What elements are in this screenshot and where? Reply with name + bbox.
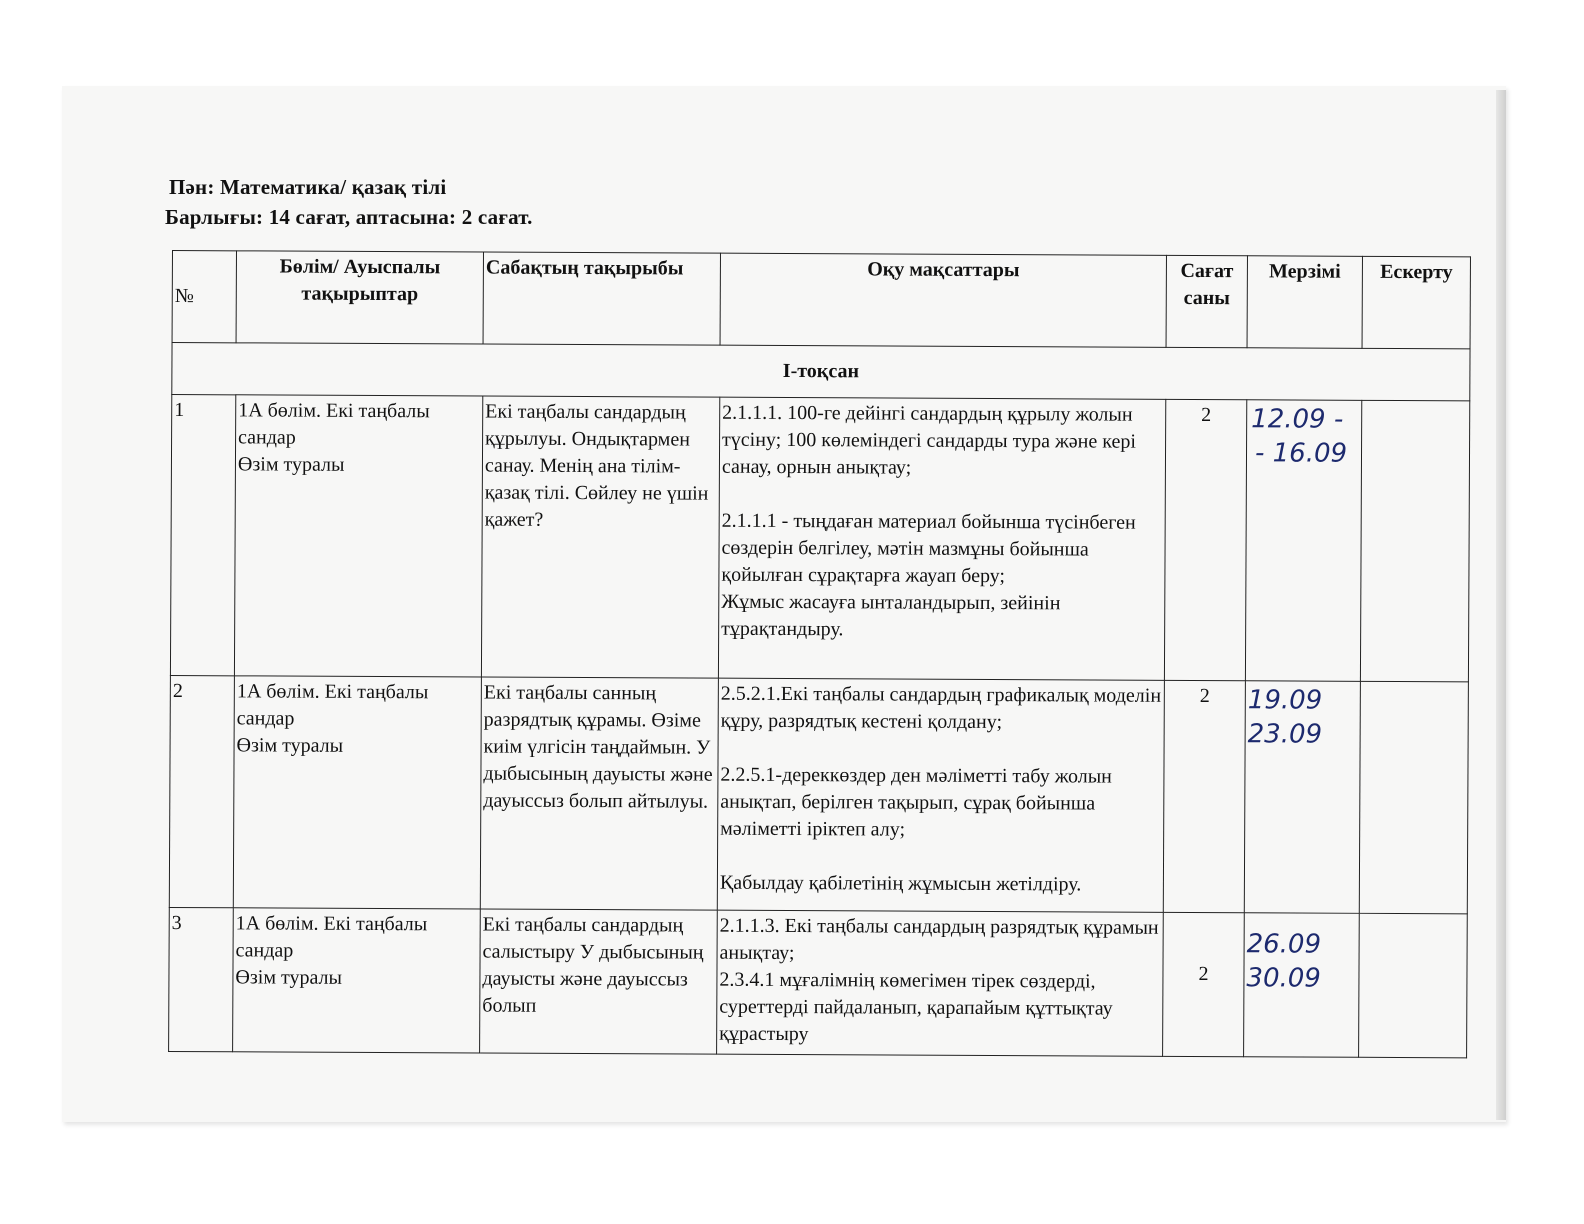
row-section xyxy=(233,908,481,1053)
goal-line: 2.1.1.1 - тыңдаған материал бойынша түсінбеген сөздерін белгілеу, мәтін мазмұны бойынша қойылған сұрақтарға жауап беру; xyxy=(721,509,1136,588)
document-header xyxy=(165,172,533,232)
col-header-note: Ескерту xyxy=(1362,256,1470,349)
row-hours: 2 xyxy=(1164,399,1246,680)
row-section xyxy=(233,676,481,909)
date-line: 23.09 xyxy=(1247,719,1323,750)
row-goals xyxy=(718,397,1165,680)
row-date-handwritten xyxy=(1245,400,1361,682)
col-header-hours: Сағат саны xyxy=(1166,255,1247,347)
goal-line: 2.1.1.1. 100-ге дейінгі сандардың құрылу жолын түсіну; 100 көлеміндегі сандарды тура және кері санау, орнын анықтау; xyxy=(721,401,1136,479)
table-row xyxy=(169,907,1468,1057)
row-number: 2 xyxy=(169,675,234,907)
section-line: Өзім туралы xyxy=(236,734,344,757)
goal-line: 2.2.5.1-дереккөздер ден мәліметті табу жолын анықтап, берілген тақырып, сұрақ бойынша мәліметті іріктеп алу; xyxy=(720,763,1112,841)
section-line: Өзім туралы xyxy=(235,966,343,989)
row-topic: Екі таңбалы санның разрядтық құрамы. Өзіме киім үлгісін таңдаймын. У дыбысының дауысты және дауыссыз болып айтылуы. xyxy=(480,677,718,910)
goal-line: 2.5.2.1.Екі таңбалы сандардың графикалық моделін құру, разрядтық кестені қолдану; xyxy=(720,682,1162,734)
row-hours: 2 xyxy=(1163,912,1245,1056)
goal-line: 2.1.1.3. Екі таңбалы сандардың разрядтық құрамын анықтау; xyxy=(719,914,1159,965)
row-topic: Екі таңбалы сандардың құрылуы. Ондықтармен санау. Менің ана тілім-қазақ тілі. Сөйлеу не үшін қажет? xyxy=(481,396,719,678)
section-line: 1А бөлім. Екі таңбалы сандар xyxy=(235,912,428,962)
goal-line: 2.3.4.1 мұғалімнің көмегімен тірек сөздерді, суреттерді пайдаланып, қарапайым құттықтау құрастыру xyxy=(719,968,1113,1046)
table-row xyxy=(169,675,1468,913)
section-line: 1А бөлім. Екі таңбалы сандар xyxy=(238,399,430,449)
table-row xyxy=(170,395,1469,682)
paper-edge xyxy=(1496,90,1506,1120)
total-hours-line: Барлығы: 14 сағат, аптасына: 2 сағат. xyxy=(165,205,533,229)
date-line: 12.09 - xyxy=(1251,404,1344,435)
date-line: - 16.09 xyxy=(1254,438,1348,469)
row-section xyxy=(234,395,482,677)
col-header-topic: Сабақтың тақырыбы xyxy=(483,252,720,345)
section-line: 1А бөлім. Екі таңбалы сандар xyxy=(236,680,429,730)
row-hours: 2 xyxy=(1163,680,1245,912)
col-header-date: Мерзімі xyxy=(1247,256,1362,349)
date-line: 26.09 xyxy=(1246,929,1322,960)
row-topic: Екі таңбалы сандардың салыстыру У дыбысының дауысты және дауыссыз болып xyxy=(480,909,718,1054)
goal-line: Қабылдау қабілетінің жұмысын жетілдіру. xyxy=(719,871,1082,896)
row-number: 1 xyxy=(170,395,235,676)
row-goals xyxy=(717,678,1164,912)
row-note xyxy=(1359,913,1468,1058)
quarter-row xyxy=(172,343,1470,401)
table-header-row xyxy=(172,251,1470,349)
row-note xyxy=(1359,681,1468,914)
date-line: 19.09 xyxy=(1247,685,1323,716)
subject-line: Пән: Математика/ қазақ тілі xyxy=(169,175,447,199)
col-header-section: Бөлім/ Ауыспалы тақырыптар xyxy=(236,251,483,344)
lesson-plan-table xyxy=(168,250,1471,1058)
col-header-num: № xyxy=(172,251,236,343)
goal-line: Жұмыс жасауға ынталандырып, зейінін тұрақтандыру. xyxy=(721,590,1061,641)
section-line: Өзім туралы xyxy=(237,453,345,476)
col-header-goals: Оқу мақсаттары xyxy=(720,253,1166,347)
row-number: 3 xyxy=(169,907,234,1051)
quarter-label: І-тоқсан xyxy=(172,343,1470,401)
row-date-handwritten xyxy=(1244,913,1360,1058)
row-note xyxy=(1360,400,1469,682)
row-goals xyxy=(717,910,1164,1056)
row-date-handwritten xyxy=(1244,681,1360,914)
date-line: 30.09 xyxy=(1246,963,1321,994)
